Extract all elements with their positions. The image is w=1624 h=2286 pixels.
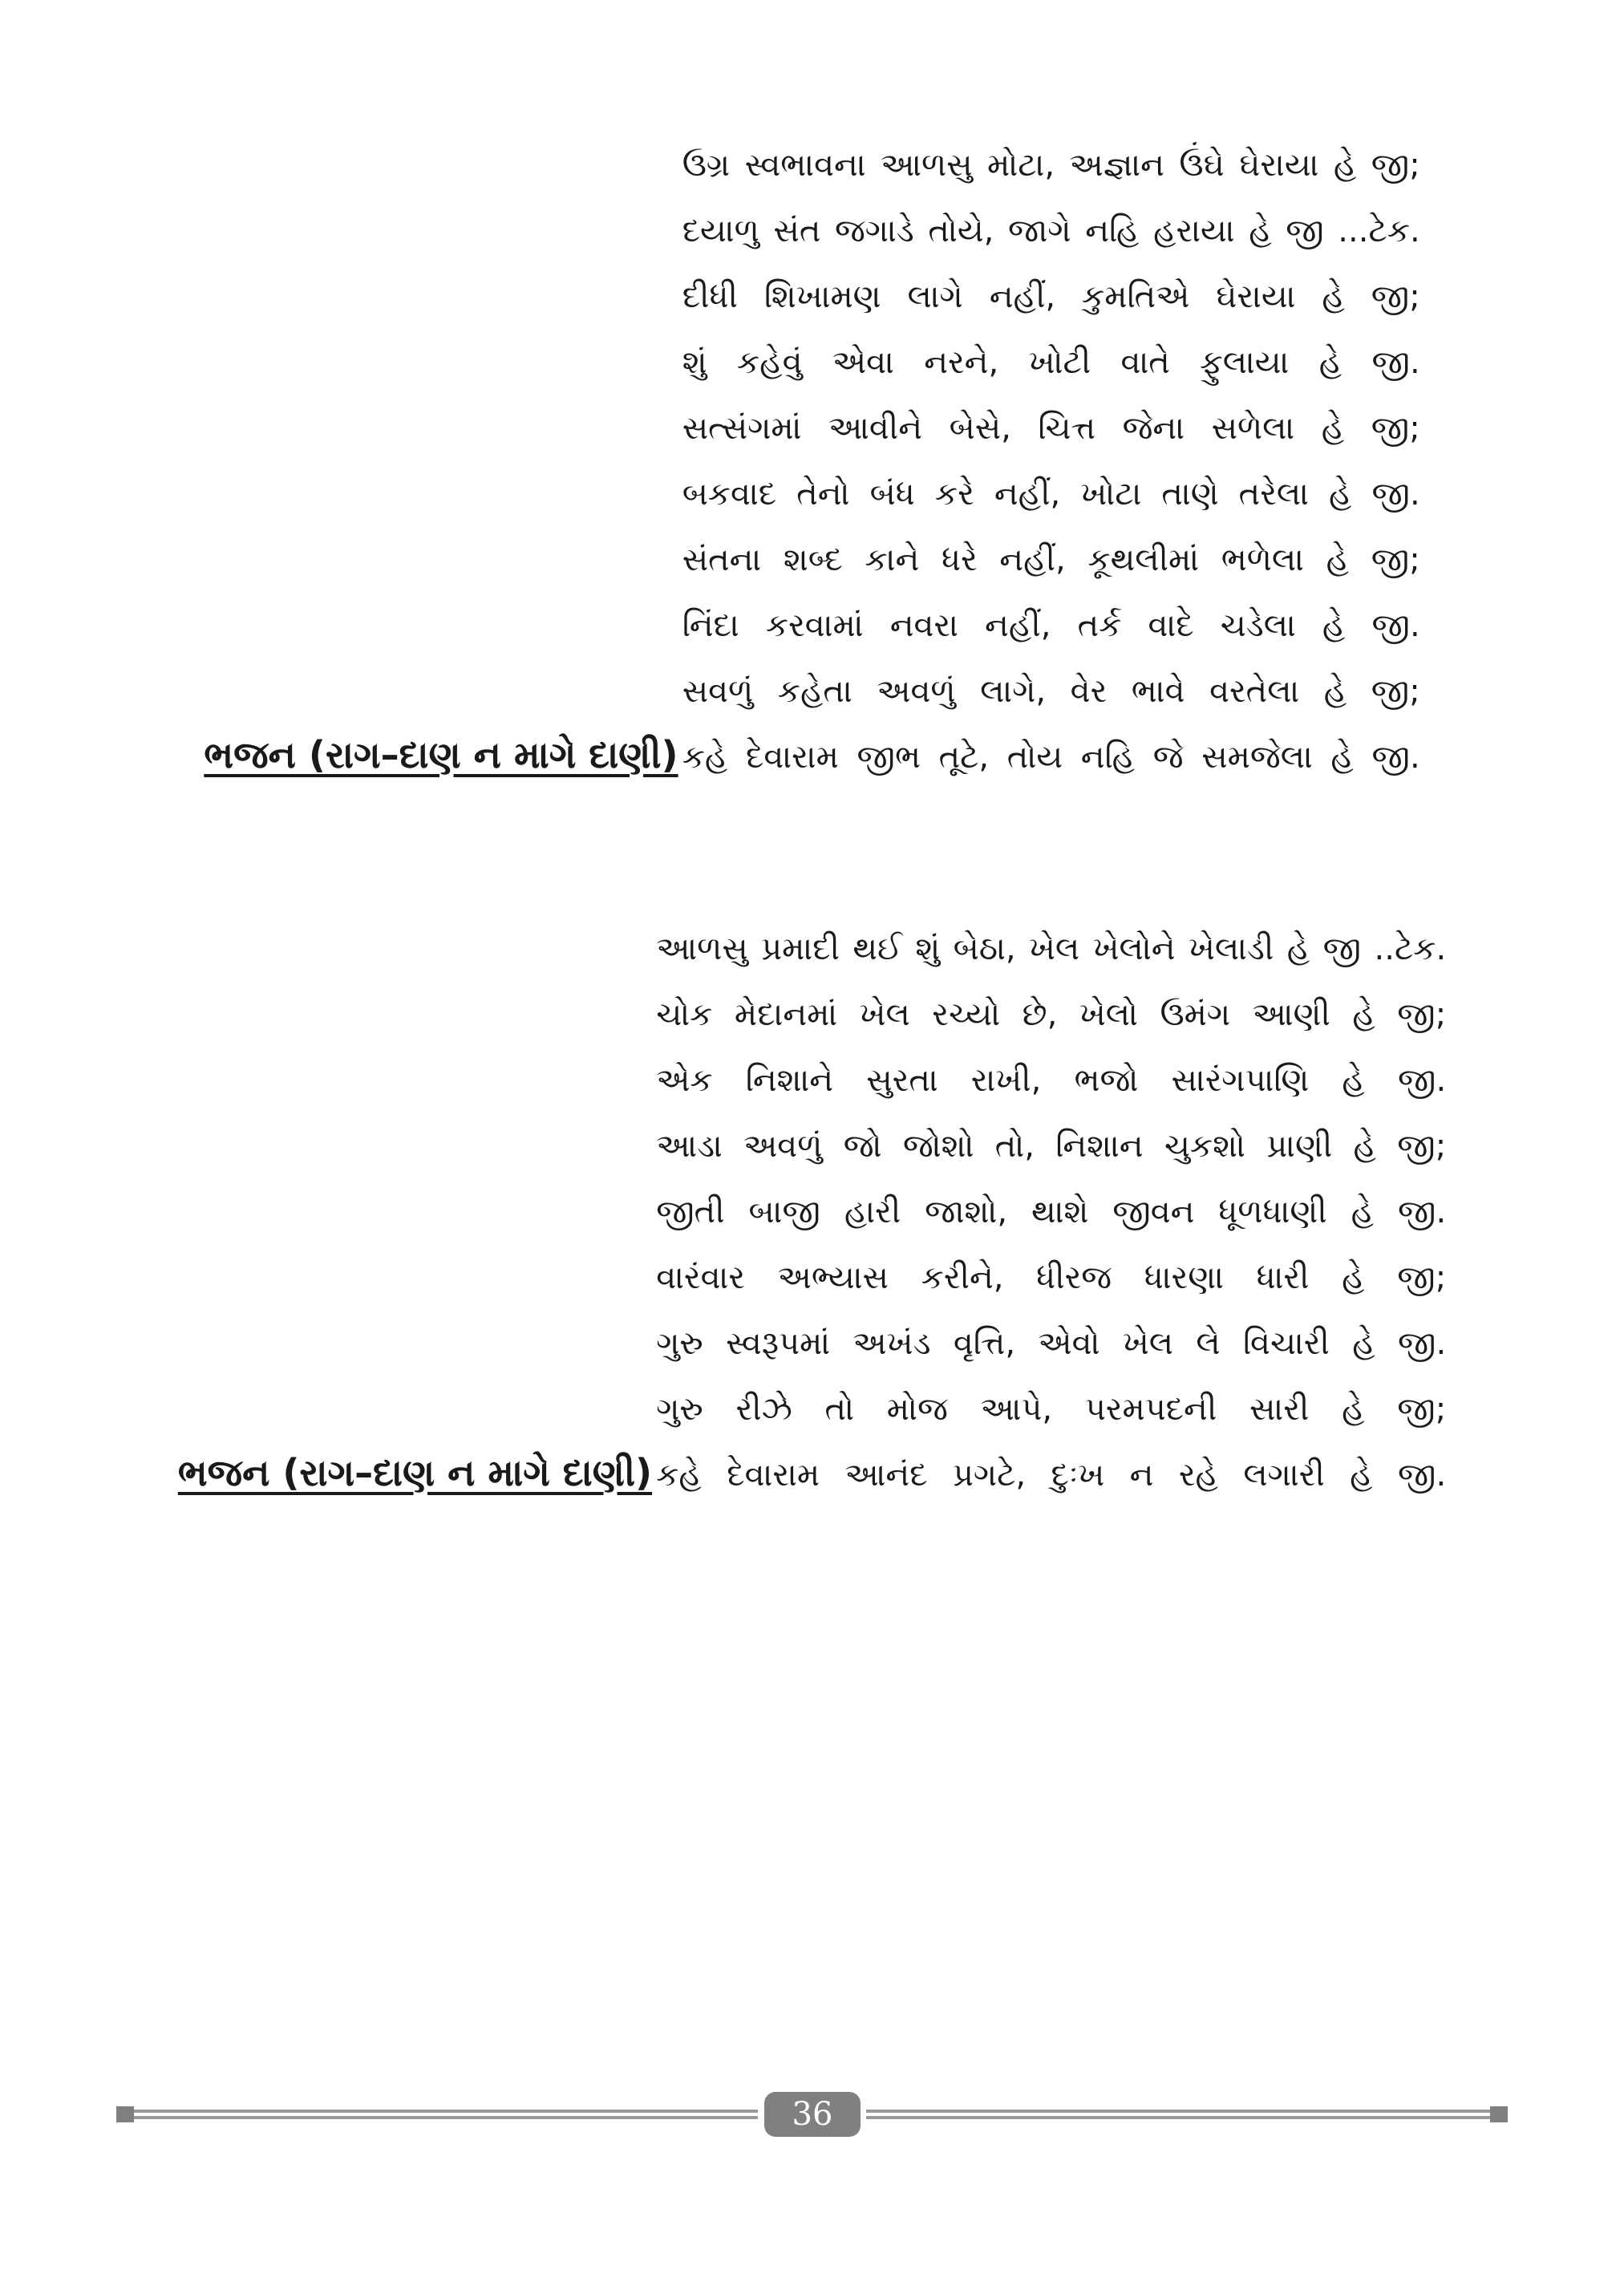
footer-rule-left [116,2110,758,2119]
page-footer [116,2092,1508,2137]
verse-line: ચોક મેદાનમાં ખેલ રચ્યો છે, ખેલો ઉમંગ આણી હે જી; [656,996,1447,1033]
verse-line: ગુરુ સ્વરૂપમાં અખંડ વૃત્તિ, એવો ખેલ લે વિચારી હે જી. [656,1325,1447,1362]
verse-line: ઉગ્ર સ્વભાવના આળસુ મોટા, અજ્ઞાન ઉંઘે ઘેરાયા હે જી; [682,147,1420,184]
verse-line: સત્સંગમાં આવીને બેસે, ચિત્ત જેના સળેલા હે જી; [682,410,1420,447]
verse-line: કહે દેવારામ જીભ તૂટે, તોય નહિ જે સમજેલા હે જી. [682,739,1420,776]
bhajan-1-title: ભજન (રાગ–દાણ ન માગે દાણી) [204,733,678,776]
verse-line: દીધી શિખામણ લાગે નહીં, કુમતિએ ઘેરાયા હે જી; [682,278,1420,315]
bhajan-1-verses [682,132,1420,790]
verse-line: આડા અવળું જો જોશો તો, નિશાન ચુકશો પ્રાણી હે જી; [656,1128,1447,1165]
verse-line: સવળું કહેતા અવળું લાગે, વેર ભાવે વરતેલા હે જી; [682,673,1420,710]
verse-line: નિંદા કરવામાં નવરા નહીં, તર્ક વાદે ચડેલા હે જી. [682,607,1420,644]
verse-line: સંતના શબ્દ કાને ધરે નહીં, કૂથલીમાં ભળેલા હે જી; [682,541,1420,578]
page-number: 36 [764,2092,861,2137]
verse-line: ગુરુ રીઝે તો મોજ આપે, પરમપદની સારી હે જી; [656,1391,1447,1428]
footer-end-block-left [116,2106,134,2122]
bhajan-1 [0,132,1624,790]
bhajan-2-title: ભજન (રાગ–દાણ ન માગે દાણી) [177,1451,653,1494]
verse-line: દયાળુ સંત જગાડે તોયે, જાગે નહિ હરાયા હે જી ...ટેક. [682,213,1420,249]
verse-line: વારંવાર અભ્યાસ કરીને, ધીરજ ધારણા ધારી હે જી; [656,1259,1447,1296]
verse-line: આળસુ પ્રમાદી થઈ શું બેઠા, ખેલ ખેલોને ખેલાડી હે જી ..ટેક. [656,930,1447,967]
verse-line: શું કહેવું એવા નરને, ખોટી વાતે ફુલાયા હે જી. [682,344,1420,381]
verse-line: બકવાદ તેનો બંધ કરે નહીં, ખોટા તાણે તરેલા હે જી. [682,476,1420,513]
verse-line: એક નિશાને સુરતા રાખી, ભજો સારંગપાણિ હે જી. [656,1062,1447,1099]
footer-end-block-right [1490,2106,1508,2122]
bhajan-2-verses [656,916,1446,1508]
verse-line: કહે દેવારામ આનંદ પ્રગટે, દુઃખ ન રહે લગારી હે જી. [656,1457,1447,1494]
bhajan-2 [0,916,1624,1508]
footer-rule-right [866,2110,1508,2119]
verse-line: જીતી બાજી હારી જાશો, થાશે જીવન ધૂળધાણી હે જી. [656,1194,1447,1230]
